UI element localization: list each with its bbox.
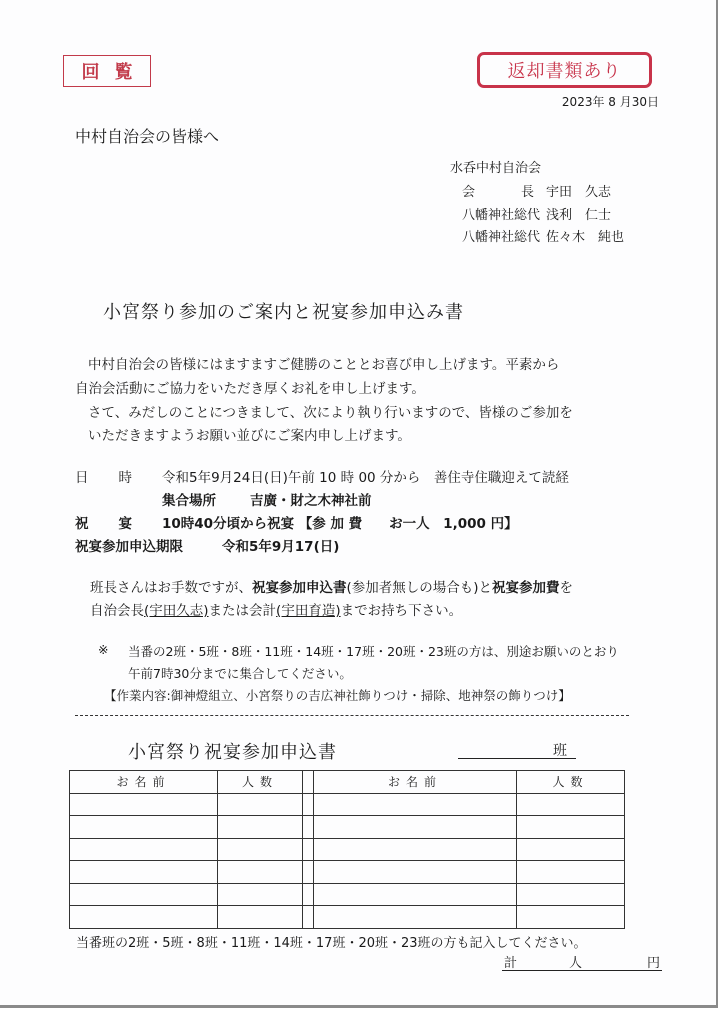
column-gap xyxy=(303,883,314,906)
request-line xyxy=(90,576,573,596)
label-char: 宴 xyxy=(118,516,132,532)
table-row xyxy=(70,861,625,884)
name-cell[interactable] xyxy=(70,883,218,906)
table-row xyxy=(70,906,625,929)
addressee: 中村自治会の皆様へ xyxy=(75,127,220,146)
column-gap xyxy=(303,861,314,884)
column-gap xyxy=(303,771,314,794)
sender-role: 会長 xyxy=(462,185,534,200)
name-cell[interactable] xyxy=(314,793,517,816)
datetime-value: 令和5年9月24日(日)午前 10 時 00 分から 善住寺住職迎えて読経 xyxy=(162,470,569,486)
note-mark: ※ xyxy=(98,642,109,657)
count-cell[interactable] xyxy=(218,838,303,861)
circulation-stamp xyxy=(63,55,151,87)
name-cell[interactable] xyxy=(70,838,218,861)
count-cell[interactable] xyxy=(218,816,303,839)
greeting-line: 中村自治会の皆様にはますますご健勝のこととお喜び申し上げます。平素から xyxy=(88,357,560,373)
sender-name: 浅利 仁士 xyxy=(546,208,612,223)
header-count: 人数 xyxy=(218,771,303,794)
name-cell[interactable] xyxy=(314,816,517,839)
sender-name: 宇田 久志 xyxy=(546,185,612,200)
total-people-unit: 人 xyxy=(569,956,583,971)
sender-role: 八幡神社総代 xyxy=(462,230,541,245)
sender-member xyxy=(462,204,611,223)
name-cell[interactable] xyxy=(70,793,218,816)
deadline-value: 令和5年9月17(日) xyxy=(222,539,340,555)
count-cell[interactable] xyxy=(517,838,625,861)
request-text: (参加者無しの場合も)と xyxy=(346,580,493,596)
request-text: または会計 xyxy=(208,603,277,619)
count-cell[interactable] xyxy=(517,883,625,906)
note-line: 午前7時30分までに集合してください。 xyxy=(128,666,352,681)
header-name: お名前 xyxy=(314,771,517,794)
table-row xyxy=(70,816,625,839)
table-row xyxy=(70,793,625,816)
note-work-details: 【作業内容:御神燈組立、小宮祭りの吉広神社飾りつけ・掃除、地神祭の飾りつけ】 xyxy=(104,688,571,703)
meeting-place-label: 集合場所 xyxy=(162,493,216,509)
request-text: 自治会長 xyxy=(90,603,144,619)
count-cell[interactable] xyxy=(218,906,303,929)
total-yen-unit: 円 xyxy=(647,956,661,971)
name-cell[interactable] xyxy=(314,861,517,884)
greeting-line: 自治会活動にご協力をいただき厚くお礼を申し上げます。 xyxy=(75,381,425,397)
greeting-line: さて、みだしのことにつきまして、次により執り行いますので、皆様のご参加を xyxy=(88,405,573,421)
count-cell[interactable] xyxy=(517,793,625,816)
datetime-label xyxy=(75,466,132,486)
column-gap xyxy=(303,906,314,929)
name-cell[interactable] xyxy=(70,861,218,884)
sender-org: 水呑中村自治会 xyxy=(450,161,542,176)
name-cell[interactable] xyxy=(70,906,218,929)
count-cell[interactable] xyxy=(218,861,303,884)
table-header-row xyxy=(70,771,625,794)
column-gap xyxy=(303,838,314,861)
request-emphasis: 祝宴参加費 xyxy=(492,580,560,596)
registration-table xyxy=(69,770,625,929)
table-row xyxy=(70,838,625,861)
sender-name: 佐々木 純也 xyxy=(546,230,625,245)
count-cell[interactable] xyxy=(517,816,625,839)
banquet-label xyxy=(75,512,132,532)
name-cell[interactable] xyxy=(314,883,517,906)
label-char: 時 xyxy=(118,470,132,486)
header-name: お名前 xyxy=(70,771,218,794)
request-emphasis: 祝宴参加申込書 xyxy=(252,580,347,596)
document-date: 2023年 8 月30日 xyxy=(561,95,659,109)
chairman-name: (宇田久志) xyxy=(144,603,209,619)
greeting-line: いただきますようお願い並びにご案内申し上げます。 xyxy=(88,428,411,444)
treasurer-name: (宇田育造) xyxy=(276,603,341,619)
table-row xyxy=(70,883,625,906)
cut-line-divider xyxy=(75,715,629,716)
name-cell[interactable] xyxy=(314,906,517,929)
count-cell[interactable] xyxy=(517,906,625,929)
column-gap xyxy=(303,793,314,816)
sender-member xyxy=(462,181,611,200)
total-label: 計 xyxy=(504,956,518,971)
label-char: 祝 xyxy=(75,516,89,532)
banquet-value: 10時40分頃から祝宴 【参 加 費 お一人 1,000 円】 xyxy=(162,516,518,532)
group-label: 班 xyxy=(553,743,567,759)
count-cell[interactable] xyxy=(218,793,303,816)
request-text: までお持ち下さい。 xyxy=(340,603,463,619)
request-line xyxy=(90,599,462,619)
request-text: 班長さんはお手数ですが、 xyxy=(90,580,252,596)
label-char: 日 xyxy=(75,470,89,486)
column-gap xyxy=(303,816,314,839)
meeting-place-value: 吉廣・財之木神社前 xyxy=(250,493,372,509)
form-title: 小宮祭り祝宴参加申込書 xyxy=(128,742,337,763)
stamp-char: 覧 xyxy=(114,62,133,83)
document-title: 小宮祭り参加のご案内と祝宴参加申込み書 xyxy=(103,302,464,323)
count-cell[interactable] xyxy=(517,861,625,884)
total-field[interactable] xyxy=(502,952,662,971)
name-cell[interactable] xyxy=(314,838,517,861)
deadline-label: 祝宴参加申込期限 xyxy=(75,539,183,555)
count-cell[interactable] xyxy=(218,883,303,906)
name-cell[interactable] xyxy=(70,816,218,839)
form-footnote: 当番班の2班・5班・8班・11班・14班・17班・20班・23班の方も記入してください。 xyxy=(76,936,587,951)
stamp-char: 回 xyxy=(81,62,100,83)
return-documents-stamp: 返却書類あり xyxy=(477,52,652,88)
header-count: 人数 xyxy=(517,771,625,794)
sender-member xyxy=(462,226,624,245)
note-line: 当番の2班・5班・8班・11班・14班・17班・20班・23班の方は、別途お願いのとおり xyxy=(128,644,619,659)
request-text: を xyxy=(559,580,574,596)
sender-role: 八幡神社総代 xyxy=(462,208,541,223)
